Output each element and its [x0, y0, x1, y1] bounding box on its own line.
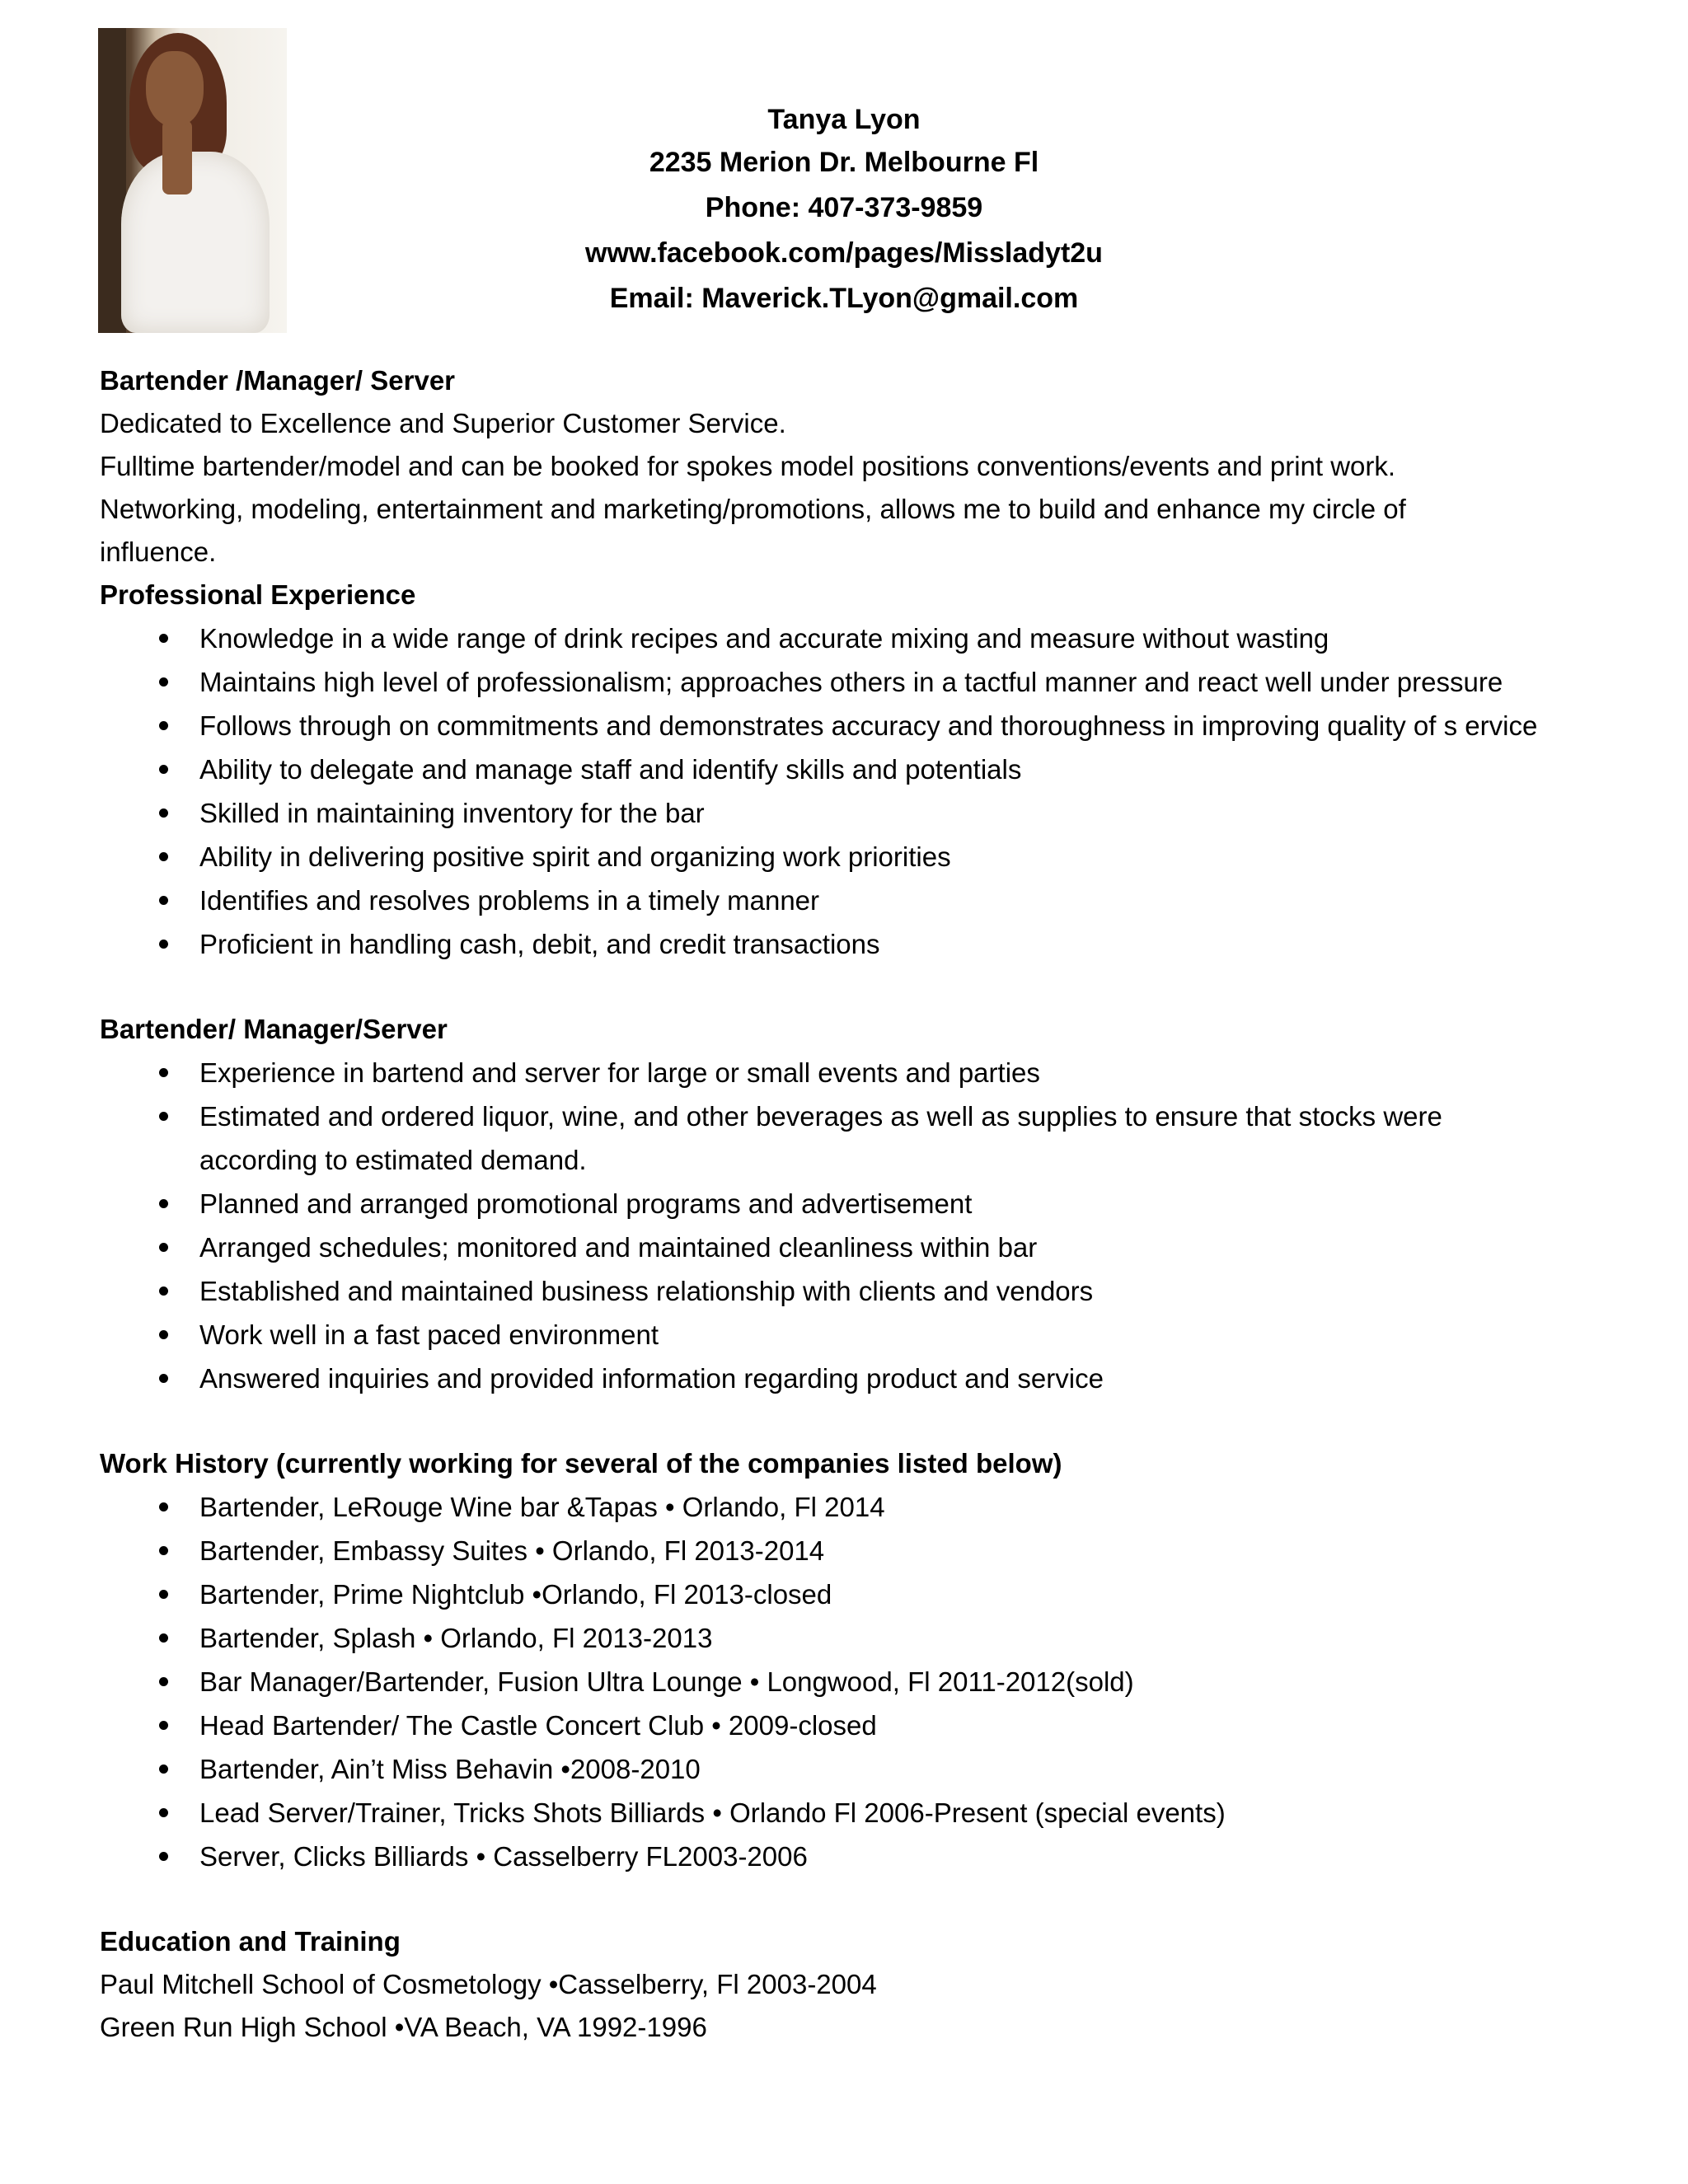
list-item: Bartender, LeRouge Wine bar &Tapas • Orlando, Fl 2014 — [100, 1485, 1616, 1529]
list-item: Bartender, Splash • Orlando, Fl 2013-2013 — [100, 1616, 1616, 1660]
list-item: Work well in a fast paced environment — [100, 1313, 1616, 1357]
list-item: Bartender, Ain’t Miss Behavin •2008-2010 — [100, 1747, 1616, 1791]
education-line: Green Run High School •VA Beach, VA 1992-1996 — [100, 2012, 707, 2042]
list-item-line: according to estimated demand. — [199, 1145, 587, 1175]
work-history-list — [100, 1485, 1616, 1878]
education-line: Paul Mitchell School of Cosmetology •Casselberry, Fl 2003-2004 — [100, 1969, 877, 1999]
experience-heading: Professional Experience — [100, 579, 416, 610]
contact-name: Tanya Lyon — [767, 104, 921, 135]
list-item: Follows through on commitments and demonstrates accuracy and thoroughness in improving quality of s ervice — [100, 704, 1616, 748]
section-spacer — [100, 966, 1616, 1008]
work-history-heading: Work History (currently working for several of the companies listed below) — [100, 1448, 1062, 1479]
summary-line: Networking, modeling, entertainment and marketing/promotions, allows me to build and enhance my circle of — [100, 494, 1406, 524]
education-heading: Education and Training — [100, 1926, 401, 1957]
contact-email: Email: Maverick.TLyon@gmail.com — [609, 283, 1079, 314]
summary-heading: Bartender /Manager/ Server — [100, 365, 456, 396]
contact-website: www.facebook.com/pages/Missladyt2u — [585, 237, 1103, 269]
list-item: Arranged schedules; monitored and maintained cleanliness within bar — [100, 1226, 1616, 1269]
list-item: Server, Clicks Billiards • Casselberry FL2003-2006 — [100, 1835, 1616, 1878]
list-item: Established and maintained business relationship with clients and vendors — [100, 1269, 1616, 1313]
contact-phone: Phone: 407-373-9859 — [705, 192, 983, 223]
experience-list — [100, 616, 1616, 966]
contact-address: 2235 Merion Dr. Melbourne Fl — [649, 147, 1039, 178]
role-heading: Bartender/ Manager/Server — [100, 1014, 448, 1044]
list-item: Bartender, Prime Nightclub •Orlando, Fl 2013-closed — [100, 1572, 1616, 1616]
role-list — [100, 1051, 1616, 1400]
list-item: Ability in delivering positive spirit and organizing work priorities — [100, 835, 1616, 879]
list-item: Maintains high level of professionalism; approaches others in a tactful manner and react well under pressure — [100, 660, 1616, 704]
summary-line: influence. — [100, 537, 217, 567]
list-item: Head Bartender/ The Castle Concert Club • 2009-closed — [100, 1704, 1616, 1747]
list-item: Bar Manager/Bartender, Fusion Ultra Lounge • Longwood, Fl 2011-2012(sold) — [100, 1660, 1616, 1704]
list-item: Answered inquiries and provided information regarding product and service — [100, 1357, 1616, 1400]
list-item: Knowledge in a wide range of drink recipes and accurate mixing and measure without wasting — [100, 616, 1616, 660]
list-item: Ability to delegate and manage staff and identify skills and potentials — [100, 748, 1616, 791]
list-item-line: Estimated and ordered liquor, wine, and other beverages as well as supplies to ensure that stocks were — [199, 1101, 1442, 1132]
list-item: Experience in bartend and server for large or small events and parties — [100, 1051, 1616, 1094]
contact-header — [0, 99, 1688, 321]
section-spacer — [100, 1878, 1616, 1920]
section-spacer — [100, 1400, 1616, 1442]
summary-line: Dedicated to Excellence and Superior Customer Service. — [100, 408, 786, 438]
list-item: Lead Server/Trainer, Tricks Shots Billiards • Orlando Fl 2006-Present (special events) — [100, 1791, 1616, 1835]
list-item: Identifies and resolves problems in a timely manner — [100, 879, 1616, 922]
summary-line: Fulltime bartender/model and can be booked for spokes model positions conventions/events and print work. — [100, 451, 1396, 481]
list-item: Planned and arranged promotional programs and advertisement — [100, 1182, 1616, 1226]
list-item: Proficient in handling cash, debit, and credit transactions — [100, 922, 1616, 966]
list-item: Bartender, Embassy Suites • Orlando, Fl 2013-2014 — [100, 1529, 1616, 1572]
resume-body — [100, 359, 1616, 2049]
list-item — [100, 1094, 1616, 1182]
list-item: Skilled in maintaining inventory for the bar — [100, 791, 1616, 835]
